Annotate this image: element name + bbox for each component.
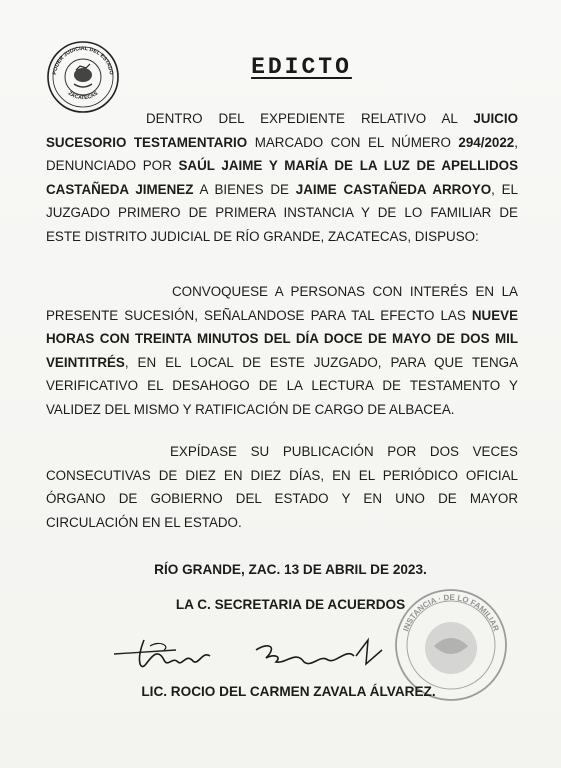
- paragraph-publication: EXPÍDASE SU PUBLICACIÓN POR DOS VECES CONSECUTIVAS DE DIEZ EN DIEZ DÍAS, EN EL PERIÓDICO OFICIAL ÓRGANO DE GOBIERNO DEL ESTADO Y EN UNO DE MAYOR CIRCULACIÓN EN EL ESTADO.: [46, 444, 518, 530]
- svg-text:ZACATECAS: [67, 90, 100, 101]
- signature: [106, 620, 396, 680]
- document-title: EDICTO: [251, 54, 352, 80]
- seal-text: PODER JUDICIAL DEL ESTADO: [52, 45, 114, 76]
- paragraph-summons: CONVOQUESE A PERSONAS CON INTERÉS EN LA PRESENTE SUCESIÓN, SEÑALANDOSE PARA TAL EFECTO LAS NUEVE HORAS CON TREINTA MINUTOS DEL DÍA DOCE DE MAYO DE DOS MIL VEINTITRÉS, EN EL LOCAL DE ESTE JUZGADO, PARA QUE TENGA VERIFICATIVO EL DESAHOGO DE LA LECTURA DE TESTAMENTO Y VALIDEZ DEL MISMO Y RATIFICACIÓN DE CARGO DE ALBACEA.: [46, 284, 518, 417]
- stamp-text: INSTANCIA · DE LO FAMILIAR: [401, 592, 501, 633]
- paragraph-case: DENTRO DEL EXPEDIENTE RELATIVO AL JUICIO SUCESORIO TESTAMENTARIO MARCADO CON EL NÚMERO 294/2022, DENUNCIADO POR SAÚL JAIME Y MARÍA DE LA LUZ DE APELLIDOS CASTAÑEDA JIMENEZ A BIENES DE JAIME CASTAÑEDA ARROYO, EL JUZGADO PRIMERO DE PRIMERA INSTANCIA Y DE LO FAMILIAR DE ESTE DISTRITO JUDICIAL DE RÍO GRANDE, ZACATECAS, DISPUSO:: [46, 111, 518, 244]
- place-date: RÍO GRANDE, ZAC. 13 DE ABRIL DE 2023.: [154, 562, 427, 577]
- secretary-title: LA C. SECRETARIA DE ACUERDOS: [175, 597, 406, 612]
- signer-name: LIC. ROCIO DEL CARMEN ZAVALA ÁLVAREZ.: [141, 684, 436, 699]
- seal-place: ZACATECAS: [66, 90, 100, 102]
